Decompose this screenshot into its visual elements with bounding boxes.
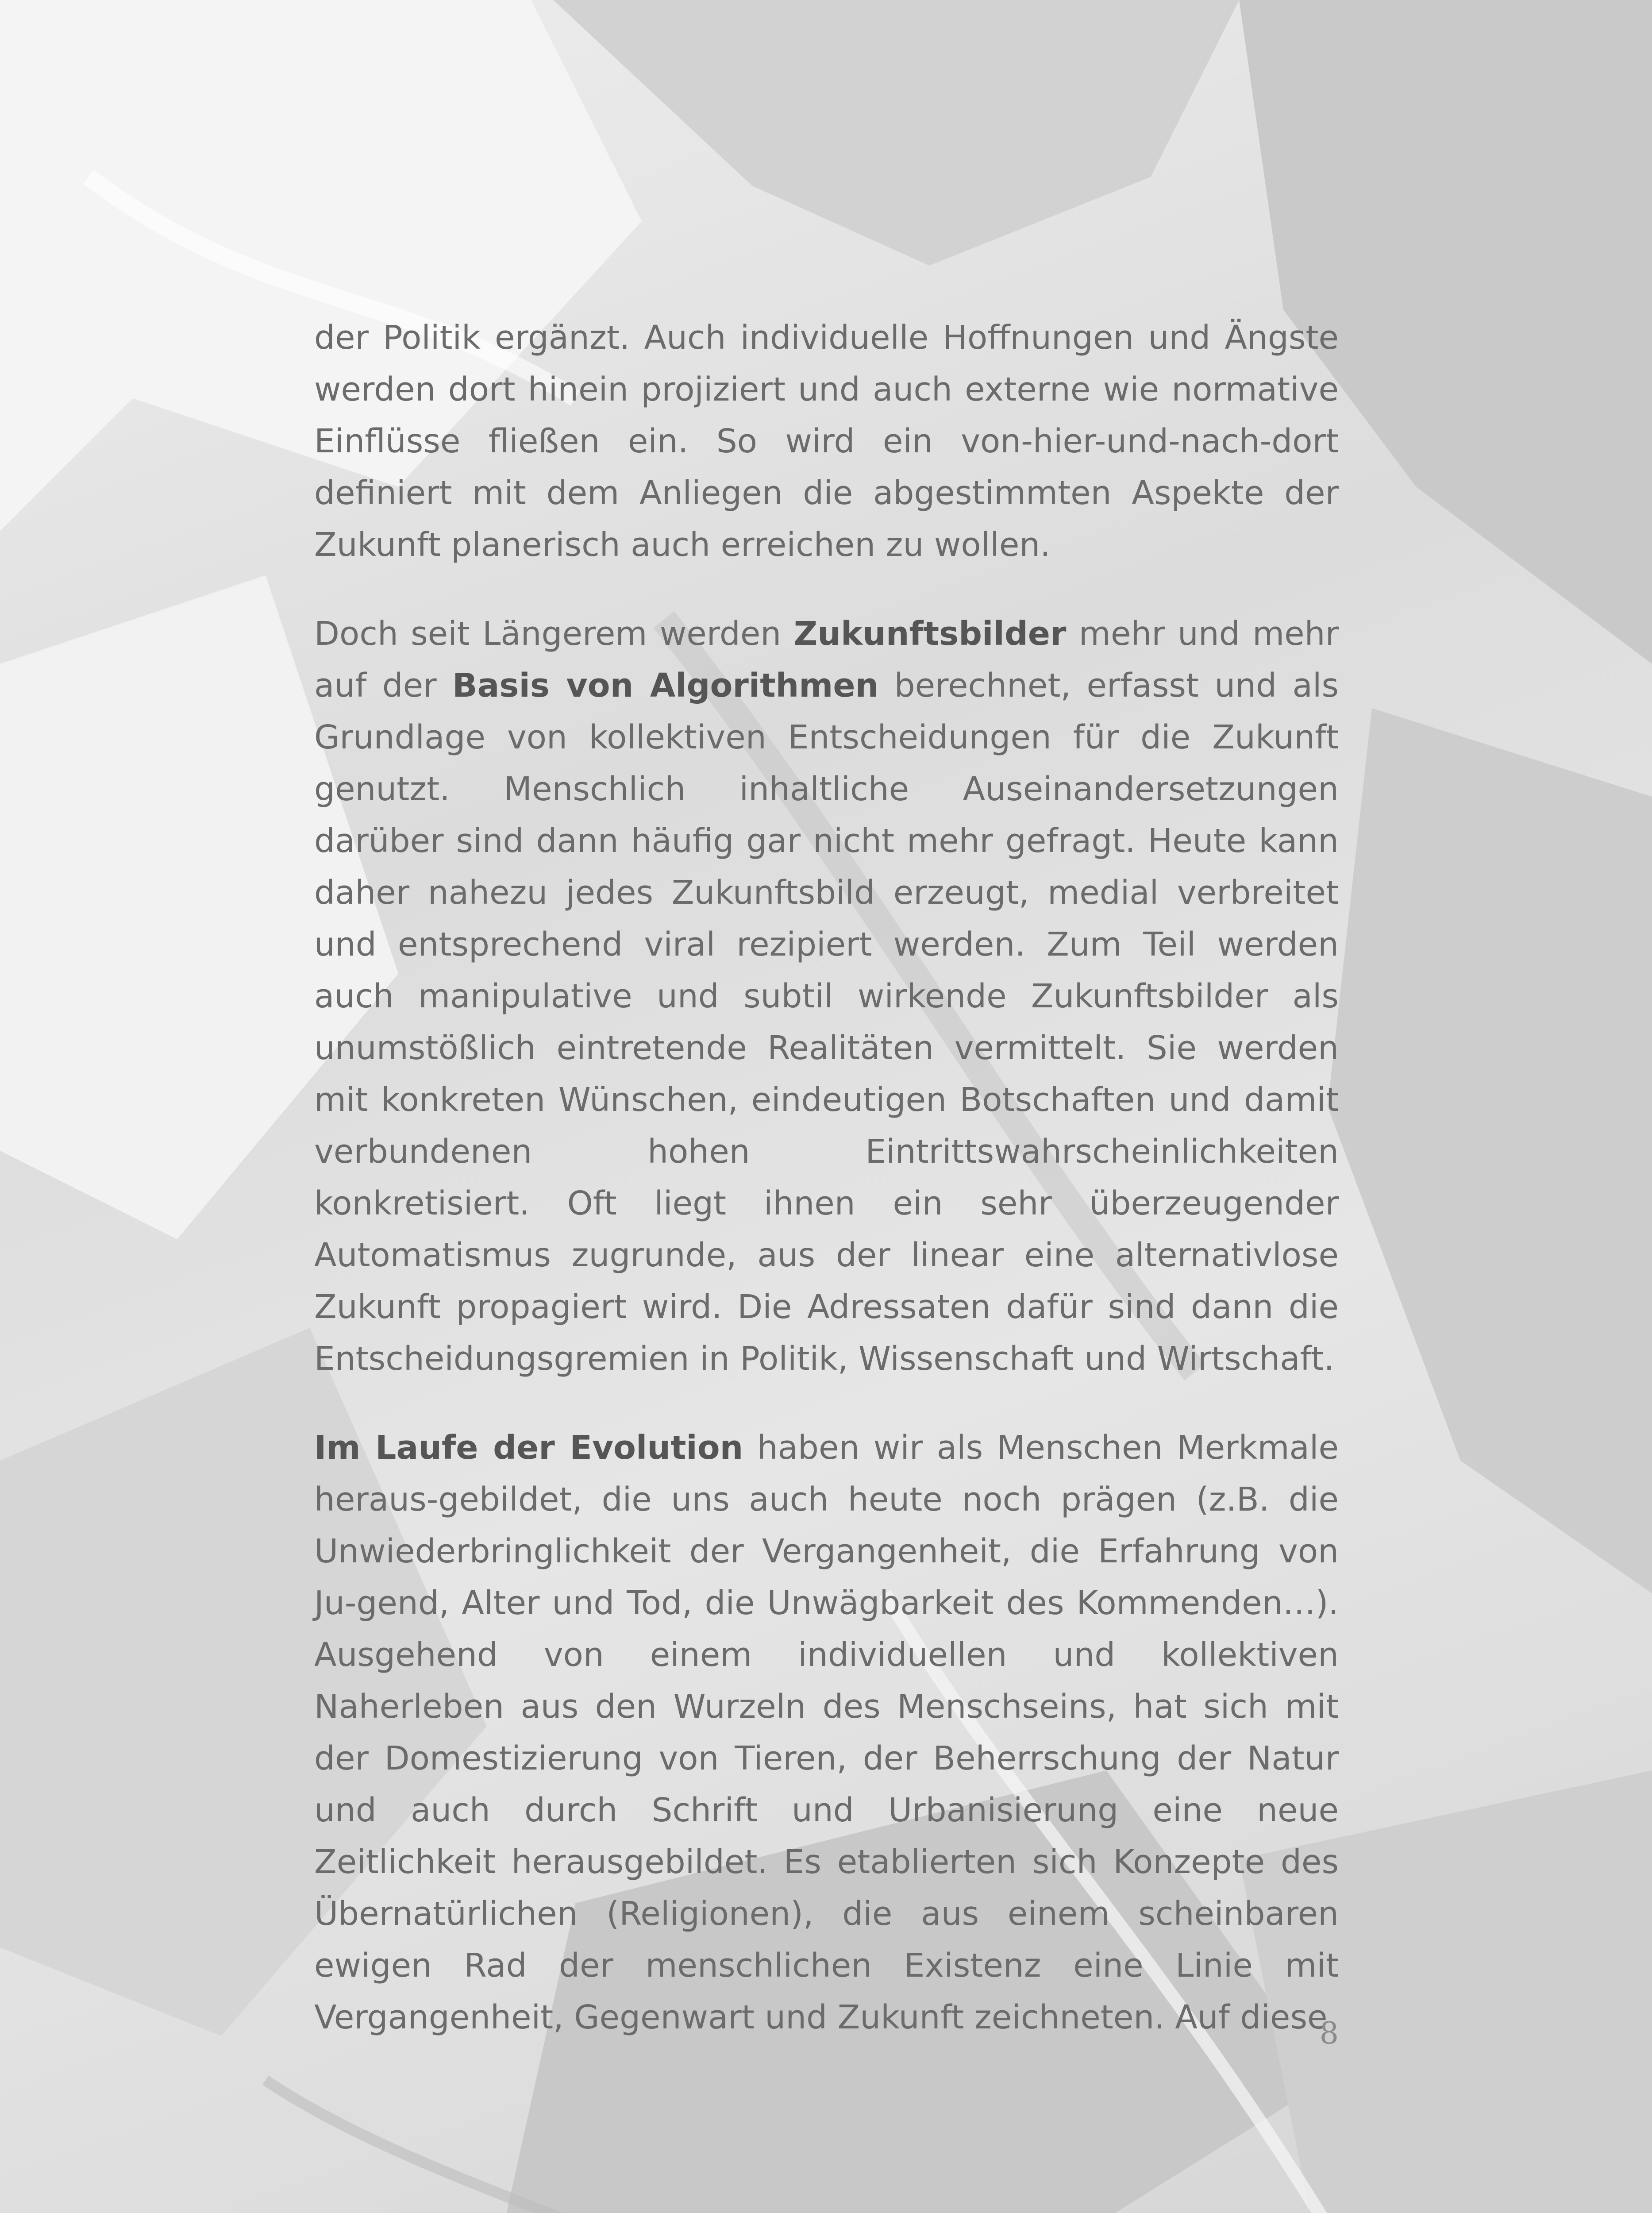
- paragraph-2: [314, 608, 1339, 1385]
- p2-text-1: Doch seit Längerem werden: [314, 615, 794, 653]
- page-number: 8: [1319, 2016, 1339, 2051]
- paragraph-1: der Politik ergänzt. Auch individuelle Hoffnungen und Ängste werden dort hinein projiziert und auch externe wie normative Einflüsse fließen ein. So wird ein von-hier-und-nach-dort definiert mit dem Anliegen die abgestimmten Aspekte der Zukunft planerisch auch erreichen zu wollen.: [314, 319, 1339, 564]
- p3-bold-evolution: Im Laufe der Evolution: [314, 1429, 743, 1467]
- body-text: [314, 312, 1339, 2081]
- paragraph-3: [314, 1422, 1339, 2043]
- p3-text-1: haben wir als Menschen Merkmale heraus-gebildet, die uns auch heute noch prägen (z.B. die Unwiederbringlichkeit der Vergangenheit, die Erfahrung von Ju-gend, Alter und Tod, die Unwägbarkeit des Kommenden…). Ausgehend von einem individuellen und kollektiven Naherleben aus den Wurzeln des Menschseins, hat sich mit der Domestizierung von Tieren, der Beherrschung der Natur und auch durch Schrift und Urbanisierung eine neue Zeitlichkeit herausgebildet. Es etablierten sich Konzepte des Übernatürlichen (Religionen), die aus einem scheinbaren ewigen Rad der menschlichen Existenz eine Linie mit Vergangenheit, Gegenwart und Zukunft zeichneten. Auf diese: [314, 1429, 1339, 2036]
- p2-bold-zukunftsbilder: Zukunftsbilder: [793, 615, 1067, 653]
- p2-text-2: mehr und mehr auf der: [314, 615, 1339, 705]
- p2-bold-algorithmen: Basis von Algorithmen: [452, 667, 879, 705]
- p2-text-3: berechnet, erfasst und als Grundlage von kollektiven Entscheidungen für die Zukunft genutzt. Menschlich inhaltliche Auseinandersetzungen darüber sind dann häufig gar nicht mehr gefragt. Heute kann daher nahezu jedes Zukunftsbild erzeugt, medial verbreitet und entsprechend viral rezipiert werden. Zum Teil werden auch manipulative und subtil wirkende Zukunftsbilder als unumstößlich eintretende Realitäten vermittelt. Sie werden mit konkreten Wünschen, eindeutigen Botschaften und damit verbundenen hohen Eintrittswahrscheinlichkeiten konkretisiert. Oft liegt ihnen ein sehr überzeugender Automatismus zugrunde, aus der linear eine alternativlose Zukunft propagiert wird. Die Adressaten dafür sind dann die Entscheidungsgremien in Politik, Wissenschaft und Wirtschaft.: [314, 667, 1339, 1378]
